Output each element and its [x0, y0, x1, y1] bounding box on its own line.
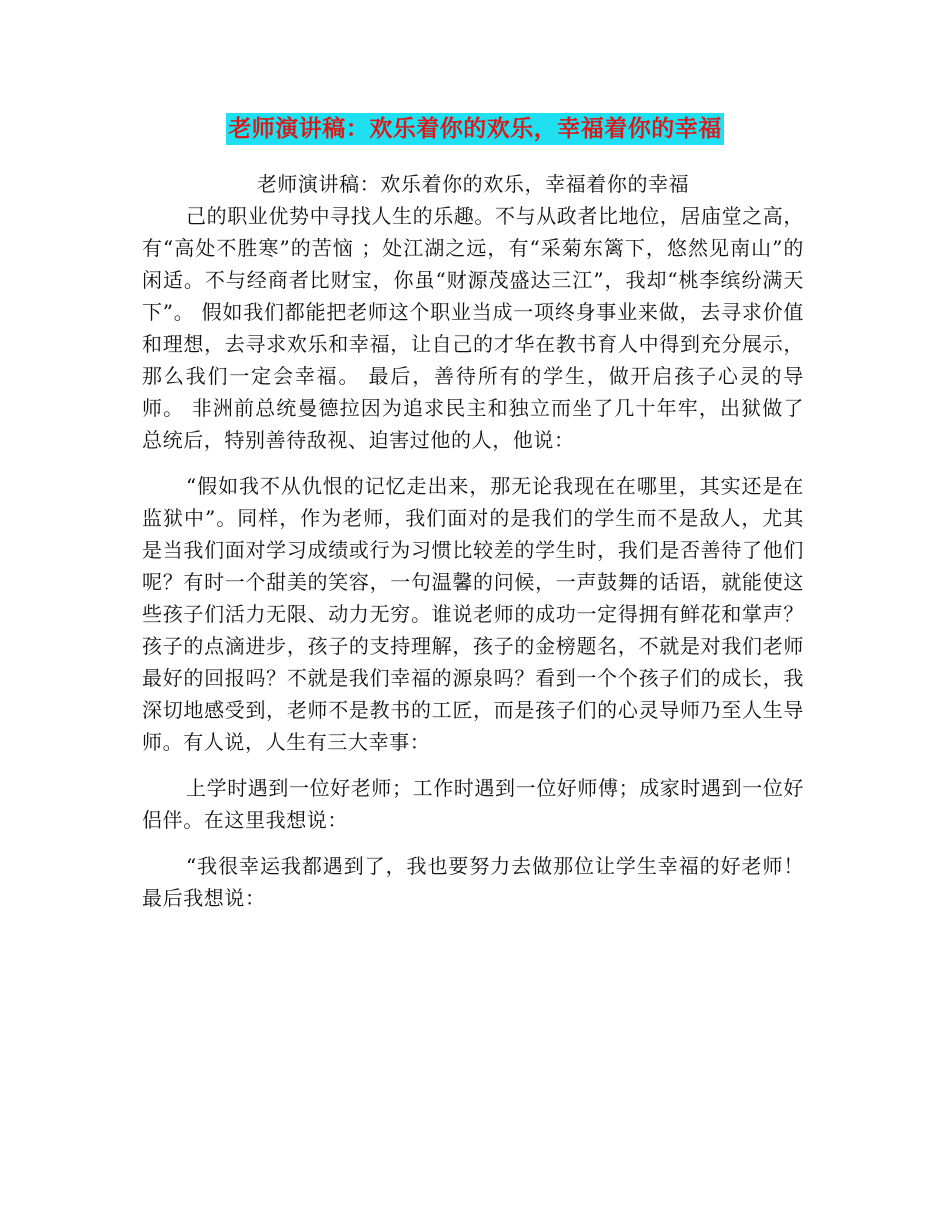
title-container	[0, 113, 950, 145]
document-title: 老师演讲稿：欢乐着你的欢乐，幸福着你的幸福	[226, 113, 724, 145]
paragraph: “假如我不从仇恨的记忆走出来，那无论我现在在哪里，其实还是在监狱中”。同样，作为老师，我们面对的是我们的学生而不是敌人，尤其是当我们面对学习成绩或行为习惯比较差的学生时，我们是否善待了他们呢？有时一个甜美的笑容，一句温馨的问候，一声鼓舞的话语，就能使这些孩子们活力无限、动力无穷。谁说老师的成功一定得拥有鲜花和掌声？孩子的点滴进步，孩子的支持理解，孩子的金榜题名，不就是对我们老师最好的回报吗？不就是我们幸福的源泉吗？看到一个个孩子们的成长，我深切地感受到，老师不是教书的工匠，而是孩子们的心灵导师乃至人生导师。有人说，人生有三大幸事：	[142, 474, 804, 754]
paragraph: “我很幸运我都遇到了，我也要努力去做那位让学生幸福的好老师！ 最后我想说：	[142, 854, 804, 910]
paragraph: 上学时遇到一位好老师；工作时遇到一位好师傅；成家时遇到一位好侣伴。在这里我想说：	[142, 776, 804, 832]
document-subtitle: 老师演讲稿：欢乐着你的欢乐，幸福着你的幸福	[256, 172, 690, 196]
document-body	[142, 168, 804, 914]
paragraph: 己的职业优势中寻找人生的乐趣。不与从政者比地位，居庙堂之高，有“高处不胜寒”的苦恼 ；处江湖之远，有“采菊东篱下，悠然见南山”的闲适。不与经商者比财宝，你虽“财源茂盛达三江”，我却“桃李缤纷满天下”。 假如我们都能把老师这个职业当成一项终身事业来做，去寻求价值和理想，去寻求欢乐和幸福，让自己的才华在教书育人中得到充分展示，那么我们一定会幸福。 最后，善待所有的学生，做开启孩子心灵的导师。 非洲前总统曼德拉因为追求民主和独立而坐了几十年牢，出狱做了总统后，特别善待敌视、迫害过他的人，他说：	[142, 204, 804, 452]
